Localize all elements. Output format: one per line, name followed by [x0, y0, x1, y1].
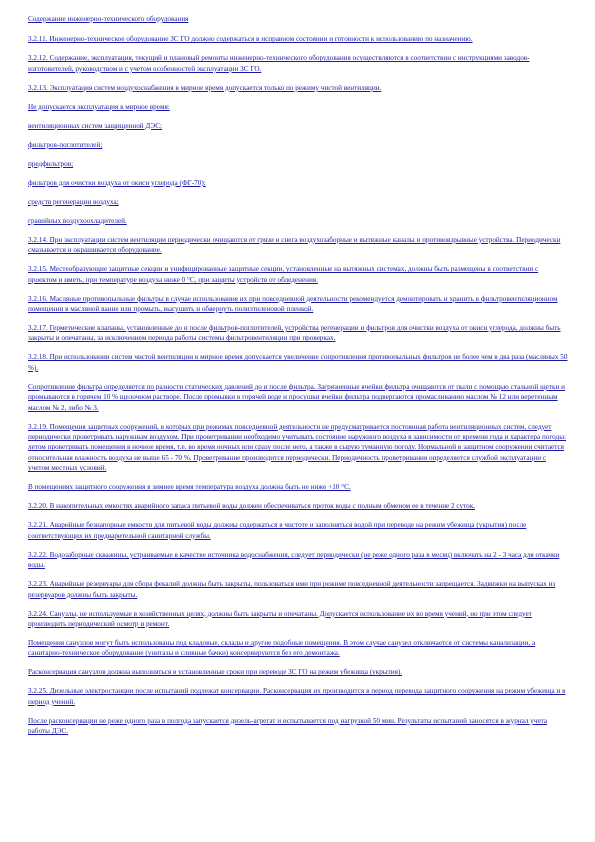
- document-title[interactable]: Содержание инженерно-технического оборудования: [28, 15, 189, 23]
- paragraph[interactable]: 3.2.16. Масляные противопыльные фильтры в случае использования их при повседневной деятельности рекомендуется демонтировать и хранить в фильтровентиляционном помещении в масляной ванне или промыть, высушить и обвернуть полиэтиленовой пленкой.: [28, 294, 558, 314]
- list-item[interactable]: фильтров-поглотителей;: [28, 140, 103, 149]
- paragraph[interactable]: 3.2.18. При использовании систем чистой вентиляции в мирное время допускается увеличение сопротивления противопыльных фильтров не более чем в два раза (масляных 50 %).: [28, 353, 568, 372]
- paragraph[interactable]: 3.2.11. Инженерно-техническое оборудование ЗС ГО должно содержаться в исправном состоянии и готовности к использованию по назначению.: [28, 35, 473, 44]
- paragraph[interactable]: Сопротивление фильтра определяется по разности статических давлений до и после фильтра. Загрязненные ячейки фильтра очищаются от пыли с помощью стальной щетки и промываются в горячем 10 % щелочном растворе. После промывки в горячей воде и просушки ячейки фильтра подвергаются промасливанию маслом № 12 или веретенным маслом № 2, либо № 3.: [28, 382, 565, 412]
- paragraph[interactable]: 3.2.19. Помещения защитных сооружений, в которых при режимах повседневной деятельности не предусматривается постоянная работа вентиляционных систем, следует периодически проветривать наружным воздухом. При проветривании необходимо учитывать состояние наружного воздуха в зависимости от времени года и характера погоды: летом проветривать помещения в ночное время, т.е. во время ночных или сразу после него, а также в сырую туманную погоду. Нормальной в защитном сооружении считается относительная влажность воздуха не выше 65 - 70 %. Проветривание производится периодически. Периодичность проветривания определяется службой эксплуатации с учетом местных условий.: [28, 422, 567, 473]
- paragraph[interactable]: 3.2.14. При эксплуатации систем вентиляции периодически очищаются от грязи и снега воздухозаборные и вытяжные каналы и противовзрывные устройства. Периодически смазывается и окрашивается оборудование.: [28, 235, 561, 255]
- paragraph[interactable]: 3.2.15. Местеобразующие защитные секции и унифицированные защитные секции, установленные на вытяжных системах, должны быть размещены в соответствии с проектом и иметь, при температуре воздуха ниже 0 °С, при защиты устройств от обледенения.: [28, 265, 539, 284]
- paragraph[interactable]: В помещениях защитного сооружения в зимнее время температура воздуха должна быть не ниже +10 °С.: [28, 483, 351, 492]
- paragraph[interactable]: После расконсервации не реже одного раза в полгода запускается дизель-агрегат и испытывается под нагрузкой 50 мин. Результаты испытаний заносятся в журнал учета работы ДЭС.: [28, 716, 548, 736]
- paragraph[interactable]: Расконсервация санузлов должна выполняться в установленные сроки при переводе ЗС ГО на режим убежища (укрытия).: [28, 668, 403, 677]
- paragraph[interactable]: 3.2.21. Аварийные безнапорные емкости для питьевой воды должны содержаться в чистоте и заполняться водой при переводе на режим убежища (укрытия) после соответствующих их предварительной санитарной службы.: [28, 521, 527, 540]
- paragraph[interactable]: 3.2.22. Водозаборные скважины, устраиваемые в качестве источника водоснабжения, следует периодически (не реже одного раза в месяц) включать на 2 - 3 часа для откачки воды.: [28, 550, 560, 570]
- paragraph[interactable]: 3.2.13. Эксплуатация систем воздухоснабжения в мирное время допускается только по режиму чистой вентиляции.: [28, 83, 382, 92]
- list-item[interactable]: средств регенерации воздуха;: [28, 197, 119, 206]
- paragraph[interactable]: 3.2.24. Санузлы, не используемые в хозяйственных целях, должны быть закрыты и опечатаны. Допускается использование их во время учений, но при этом следует производить периодический осмотр и ремонт.: [28, 609, 532, 628]
- list-item[interactable]: гравийных воздухоохладителей.: [28, 216, 127, 225]
- document-page: [28, 14, 568, 745]
- paragraph[interactable]: 3.2.23. Аварийные резервуары для сбора фекалий должны быть закрыты, пользоваться ими при режиме повседневной деятельности запрещается. Задвижки на выпусках из резервуаров должны быть закрыты.: [28, 580, 556, 599]
- paragraph[interactable]: 3.2.17. Герметические клапаны, установленные до и после фильтров-поглотителей, устройства регенерации и фильтров для очистки воздуха от окиси углерода, должны быть закрыты и опечатаны, за исключением периода работы системы фильтровентиляции при проверках.: [28, 324, 561, 343]
- list-item[interactable]: фильтров для очистки воздуха от окиси углерода (ФГ-70);: [28, 178, 206, 187]
- list-item[interactable]: вентиляционных систем защищенной ДЭС;: [28, 121, 163, 130]
- paragraph[interactable]: Помещения санузлов могут быть использованы под кладовые, склады и другие подобные помещения. В этом случае санузел отключается от системы канализации, а санитарно-техническое оборудование (унитазы и сливные бачки) консервируются без его демонтажа.: [28, 638, 536, 658]
- paragraph[interactable]: 3.2.20. В накопительных емкостях аварийного запаса питьевой воды должен обеспечиваться проток воды с полным обменом ее в течение 2 суток.: [28, 502, 476, 511]
- paragraph[interactable]: 3.2.12. Содержание, эксплуатация, текущий и плановый ремонты инженерно-технического оборудования осуществляются в соответствии с инструкциями заводов-изготовителей, руководством и с учетом особенностей эксплуатации ЗС ГО.: [28, 54, 530, 73]
- list-item[interactable]: предфильтров;: [28, 159, 74, 168]
- paragraph[interactable]: 3.2.25. Дизельные электростанции после испытаний подлежат консервации. Расконсервация их производится в период перевода защитного сооружения на режим убежища и в период учений.: [28, 687, 566, 706]
- paragraph[interactable]: Не допускается эксплуатация в мирное время:: [28, 102, 170, 111]
